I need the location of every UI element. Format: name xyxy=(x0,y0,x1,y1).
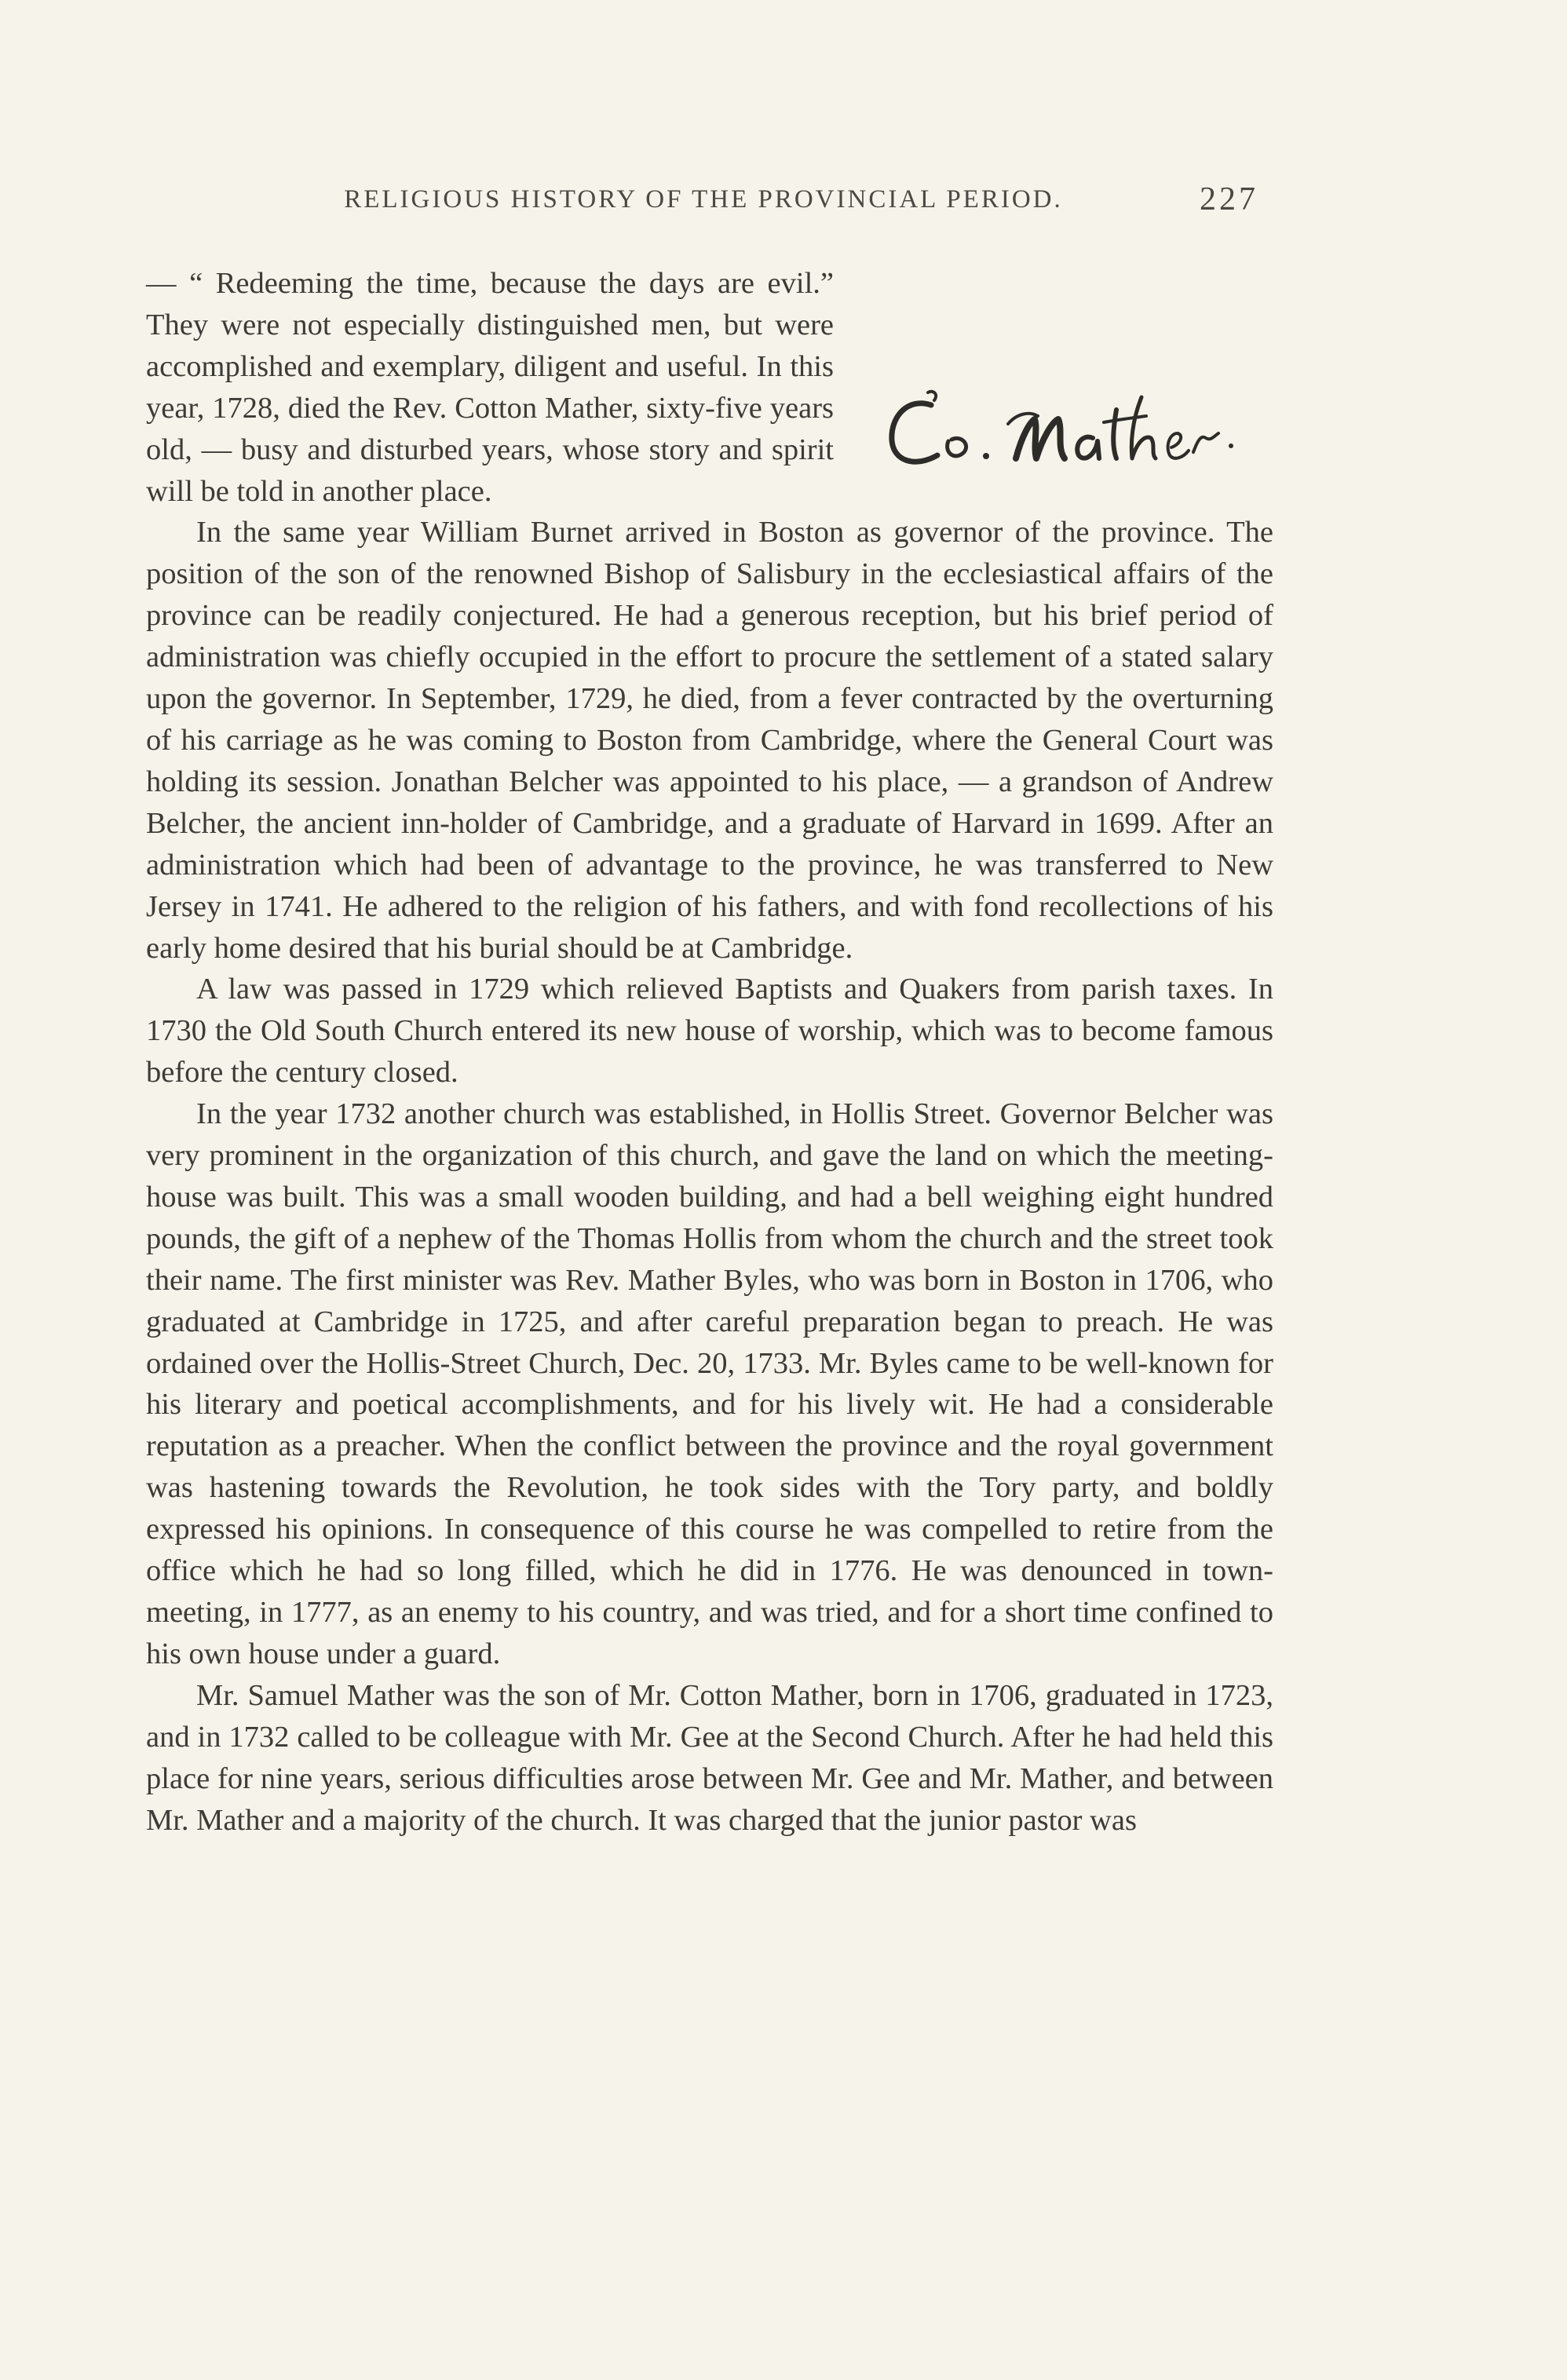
running-head: RELIGIOUS HISTORY OF THE PROVINCIAL PERIOD. xyxy=(344,185,1063,214)
signature-wrap-spacer xyxy=(834,346,1273,464)
paragraph: Mr. Samuel Mather was the son of Mr. Cotton Mather, born in 1706, graduated in 1723, and in 1732 called to be colleague with Mr. Gee at the Second Church. After he had held this place for nine years, serious difficulties arose between Mr. Gee and Mr. Mather, and between Mr. Mather and a majority of the church. It was charged that the junior pastor was xyxy=(146,1678,1273,1837)
paragraph: — “ Redeeming the time, because the days are evil.” They were not especially distinguished men, but were accomplished and exemplary, diligent and useful. In this year, 1728, died the Rev. Cotton Mather, sixty-five years old, — busy and disturbed years, whose story and spirit will be told in another place. xyxy=(146,263,1273,512)
paragraph: In the same year William Burnet arrived in Boston as governor of the province. The position of the son of the renowned Bishop of Salisbury in the ecclesiastical affairs of the province can be readily conjectured. He had a generous reception, but his brief period of administration was chiefly occupied in the effort to procure the settlement of a stated salary upon the governor. In September, 1729, he died, from a fever contracted by the overturning of his carriage as he was coming to Boston from Cambridge, where the General Court was holding its session. Jonathan Belcher was appointed to his place, — a grandson of Andrew Belcher, the ancient inn-holder of Cambridge, and a graduate of Harvard in 1699. After an administration which had been of advantage to the province, he was transferred to New Jersey in 1741. He adhered to the religion of his fathers, and with fond recollections of his early home desired that his burial should be at Cambridge. xyxy=(146,516,1273,965)
paragraph: In the year 1732 another church was established, in Hollis Street. Governor Belcher was very prominent in the organization of this church, and gave the land on which the meeting-house was built. This was a small wooden building, and had a bell weighing eight hundred pounds, the gift of a nephew of the Thomas Hollis from whom the church and the street took their name. The first minister was Rev. Mather Byles, who was born in Boston in 1706, who graduated at Cambridge in 1725, and after careful preparation began to preach. He was ordained over the Hollis-Street Church, Dec. 20, 1733. Mr. Byles came to be well-known for his literary and poetical accomplishments, and for his lively wit. He had a considerable reputation as a preacher. When the conflict between the province and the royal government was hastening towards the Revolution, he took sides with the Tory party, and boldly expressed his opinions. In consequence of this course he was compelled to retire from the office which he had so long filled, which he did in 1776. He was denounced in town-meeting, in 1777, as an enemy to his country, and was tried, and for a short time confined to his own house under a guard. xyxy=(146,1097,1273,1670)
page-number: 227 xyxy=(1200,181,1258,217)
body-text xyxy=(146,263,1273,1841)
paragraph: A law was passed in 1729 which relieved Baptists and Quakers from parish taxes. In 1730 the Old South Church entered its new house of worship, which was to become famous before the century closed. xyxy=(146,973,1273,1090)
